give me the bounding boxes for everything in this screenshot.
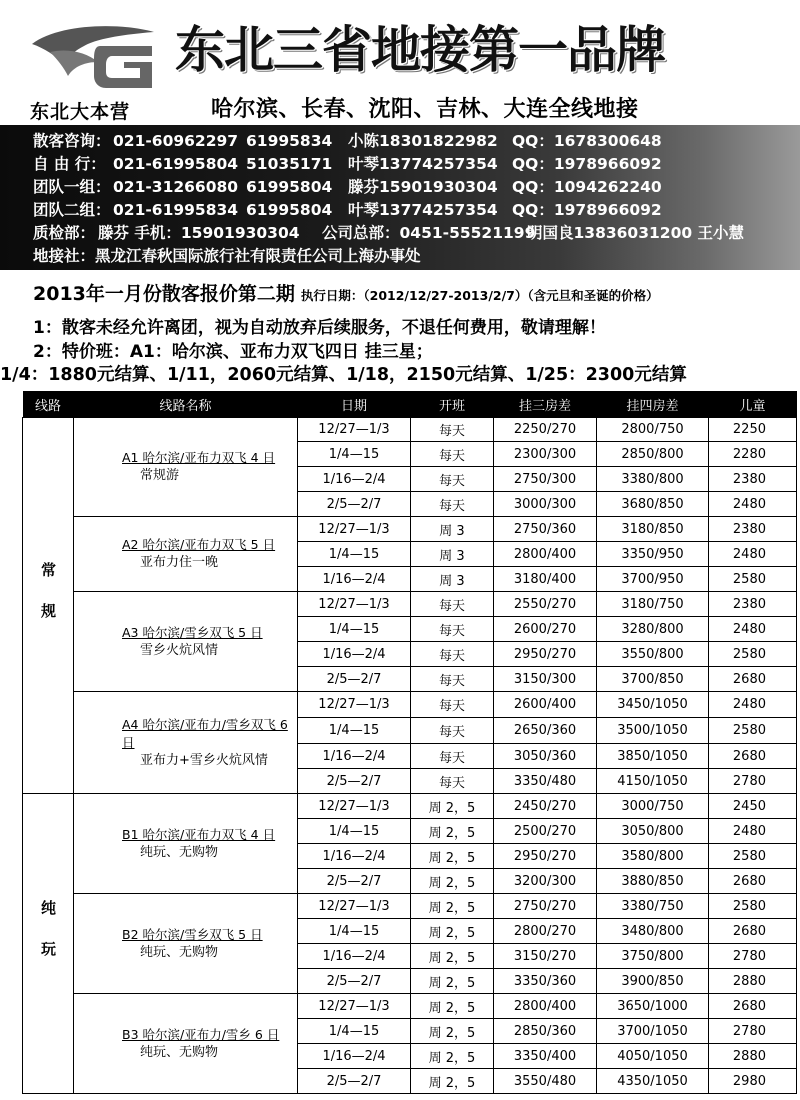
- three-star-price-cell: 2450/270: [494, 794, 597, 819]
- four-star-price-cell: 3280/800: [597, 617, 709, 642]
- four-star-price-cell: 3650/1000: [597, 994, 709, 1019]
- note-1: 1：散客未经允许离团，视为自动放弃后续服务，不退任何费用，敬请理解！: [33, 318, 606, 338]
- route-cell: [74, 994, 298, 1094]
- child-price-cell: 2580: [709, 894, 797, 919]
- column-header: 儿童: [709, 391, 797, 418]
- period-exec-date: 执行日期：（2012/12/27-2013/2/7）（含元旦和圣诞的价格）: [300, 288, 659, 303]
- route-name: B2 哈尔滨/雪乡双飞 5 日: [122, 926, 263, 942]
- three-star-price-cell: 2850/360: [494, 1019, 597, 1044]
- child-price-cell: 2580: [709, 567, 797, 592]
- date-cell: 1/4—15: [298, 718, 411, 744]
- table-row: [23, 418, 797, 442]
- three-star-price-cell: 2800/270: [494, 919, 597, 944]
- schedule-cell: 周 2，5: [411, 1044, 494, 1069]
- date-cell: 1/4—15: [298, 819, 411, 844]
- route-name: A1 哈尔滨/亚布力双飞 4 日: [122, 450, 276, 465]
- four-star-price-cell: 3450/1050: [597, 692, 709, 718]
- qc-extra: 明国良13836031200 王小慧: [527, 224, 745, 242]
- date-cell: 1/4—15: [298, 1019, 411, 1044]
- agency-name: 地接社：黑龙江春秋国际旅行社有限责任公司上海办事处: [33, 247, 421, 265]
- child-price-cell: 2480: [709, 819, 797, 844]
- period-title: 2013年一月份散客报价第二期: [33, 283, 295, 305]
- date-cell: 2/5—2/7: [298, 869, 411, 894]
- route-cell: [74, 418, 298, 517]
- schedule-cell: 每天: [411, 617, 494, 642]
- schedule-cell: 每天: [411, 467, 494, 492]
- table-header-row: [23, 391, 797, 418]
- route-description: 常规游: [140, 468, 180, 483]
- four-star-price-cell: 3380/750: [597, 894, 709, 919]
- page-subtitle: 哈尔滨、长春、沈阳、吉林、大连全线地接: [211, 97, 639, 122]
- date-cell: 1/16—2/4: [298, 744, 411, 769]
- column-header: 日期: [298, 391, 411, 418]
- child-price-cell: 2680: [709, 994, 797, 1019]
- four-star-price-cell: 3700/950: [597, 567, 709, 592]
- date-cell: 12/27—1/3: [298, 517, 411, 542]
- contact-qq: QQ：1094262240: [512, 178, 662, 196]
- three-star-price-cell: 2500/270: [494, 819, 597, 844]
- route-category-label: 纯玩: [39, 900, 57, 982]
- contact-phone: 021-31266080: [113, 178, 239, 196]
- date-cell: 12/27—1/3: [298, 894, 411, 919]
- four-star-price-cell: 3050/800: [597, 819, 709, 844]
- route-name: B3 哈尔滨/亚布力/雪乡 6 日: [122, 1026, 280, 1042]
- route-description: 雪乡火炕风情: [140, 642, 219, 658]
- contact-label: 自 由 行：: [33, 155, 106, 173]
- date-cell: 2/5—2/7: [298, 667, 411, 692]
- schedule-cell: 每天: [411, 769, 494, 794]
- date-cell: 2/5—2/7: [298, 1069, 411, 1094]
- schedule-cell: 每天: [411, 592, 494, 617]
- child-price-cell: 2880: [709, 1044, 797, 1069]
- schedule-cell: 每天: [411, 744, 494, 769]
- four-star-price-cell: 4050/1050: [597, 1044, 709, 1069]
- route-cell: [74, 894, 298, 994]
- table-row: [23, 994, 797, 1019]
- four-star-price-cell: 4350/1050: [597, 1069, 709, 1094]
- schedule-cell: 周 2，5: [411, 994, 494, 1019]
- route-name: B1 哈尔滨/亚布力双飞 4 日: [122, 826, 276, 842]
- schedule-cell: 每天: [411, 667, 494, 692]
- date-cell: 1/16—2/4: [298, 567, 411, 592]
- schedule-cell: 周 2，5: [411, 894, 494, 919]
- four-star-price-cell: 3900/850: [597, 969, 709, 994]
- column-header: 开班: [411, 391, 494, 418]
- date-cell: 2/5—2/7: [298, 769, 411, 794]
- child-price-cell: 2580: [709, 718, 797, 744]
- date-cell: 2/5—2/7: [298, 969, 411, 994]
- route-category: [23, 794, 74, 1094]
- child-price-cell: 2380: [709, 592, 797, 617]
- child-price-cell: 2680: [709, 667, 797, 692]
- schedule-cell: 每天: [411, 642, 494, 667]
- table-row: [23, 517, 797, 542]
- three-star-price-cell: 3350/360: [494, 969, 597, 994]
- table-row: [23, 794, 797, 819]
- note-3: 1/4：1880元结算、1/11，2060元结算、1/18，2150元结算、1/25：2300元结算: [0, 365, 687, 385]
- child-price-cell: 2780: [709, 944, 797, 969]
- date-cell: 12/27—1/3: [298, 418, 411, 442]
- route-name: A2 哈尔滨/亚布力双飞 5 日: [122, 537, 276, 552]
- brand-name: 东北大本营: [30, 101, 131, 123]
- table-row: [23, 692, 797, 718]
- child-price-cell: 2780: [709, 769, 797, 794]
- schedule-cell: 每天: [411, 442, 494, 467]
- four-star-price-cell: 3550/800: [597, 642, 709, 667]
- three-star-price-cell: 3050/360: [494, 744, 597, 769]
- contact-phone: 021-61995804: [113, 155, 239, 173]
- date-cell: 12/27—1/3: [298, 994, 411, 1019]
- three-star-price-cell: 3200/300: [494, 869, 597, 894]
- four-star-price-cell: 3180/850: [597, 517, 709, 542]
- three-star-price-cell: 2250/270: [494, 418, 597, 442]
- three-star-price-cell: 2550/270: [494, 592, 597, 617]
- child-price-cell: 2250: [709, 418, 797, 442]
- schedule-cell: 周 3: [411, 517, 494, 542]
- three-star-price-cell: 2950/270: [494, 844, 597, 869]
- contact-person: 叶琴13774257354: [348, 155, 498, 173]
- child-price-cell: 2480: [709, 617, 797, 642]
- child-price-cell: 2980: [709, 1069, 797, 1094]
- header: [0, 0, 800, 125]
- four-star-price-cell: 3350/950: [597, 542, 709, 567]
- three-star-price-cell: 2750/360: [494, 517, 597, 542]
- date-cell: 2/5—2/7: [298, 492, 411, 517]
- contact-phone: 61995804: [246, 201, 333, 219]
- schedule-cell: 周 2，5: [411, 869, 494, 894]
- schedule-cell: 周 2，5: [411, 794, 494, 819]
- route-description: 纯玩、无购物: [140, 944, 219, 960]
- child-price-cell: 2880: [709, 969, 797, 994]
- table-row: [23, 894, 797, 919]
- four-star-price-cell: 3750/800: [597, 944, 709, 969]
- route-name: A4 哈尔滨/亚布力/雪乡双飞 6 日: [122, 716, 288, 750]
- contact-qq: QQ：1678300648: [512, 132, 662, 150]
- route-cell: [74, 592, 298, 692]
- column-header: 线路: [23, 391, 74, 418]
- contact-phone: 61995804: [246, 178, 333, 196]
- hq-phone: 公司总部：0451-55521199: [322, 224, 536, 242]
- column-header: 挂四房差: [597, 391, 709, 418]
- contact-person: 滕芬15901930304: [348, 178, 498, 196]
- date-cell: 1/16—2/4: [298, 1044, 411, 1069]
- three-star-price-cell: 3180/400: [494, 567, 597, 592]
- contact-phone: 021-60962297: [113, 132, 239, 150]
- schedule-cell: 每天: [411, 492, 494, 517]
- route-description: 亚布力住一晚: [140, 555, 219, 570]
- page-title: 东北三省地接第一品牌: [175, 21, 665, 79]
- schedule-cell: 周 2，5: [411, 919, 494, 944]
- child-price-cell: 2680: [709, 744, 797, 769]
- four-star-price-cell: 3580/800: [597, 844, 709, 869]
- four-star-price-cell: 3850/1050: [597, 744, 709, 769]
- four-star-price-cell: 3680/850: [597, 492, 709, 517]
- date-cell: 1/4—15: [298, 919, 411, 944]
- date-cell: 12/27—1/3: [298, 592, 411, 617]
- table-body: [23, 418, 797, 1094]
- date-cell: 1/16—2/4: [298, 944, 411, 969]
- three-star-price-cell: 3150/300: [494, 667, 597, 692]
- contact-person: 叶琴13774257354: [348, 201, 498, 219]
- route-cell: [74, 517, 298, 592]
- qc-person: 滕芬 手机：15901930304: [98, 224, 300, 242]
- four-star-price-cell: 3700/1050: [597, 1019, 709, 1044]
- schedule-cell: 周 2，5: [411, 969, 494, 994]
- price-table: [22, 391, 797, 1094]
- column-header: 线路名称: [74, 391, 298, 418]
- three-star-price-cell: 3150/270: [494, 944, 597, 969]
- four-star-price-cell: 3000/750: [597, 794, 709, 819]
- four-star-price-cell: 3480/800: [597, 919, 709, 944]
- child-price-cell: 2380: [709, 517, 797, 542]
- four-star-price-cell: 2850/800: [597, 442, 709, 467]
- three-star-price-cell: 3350/400: [494, 1044, 597, 1069]
- route-name: A3 哈尔滨/雪乡双飞 5 日: [122, 624, 263, 640]
- four-star-price-cell: 3180/750: [597, 592, 709, 617]
- date-cell: 1/4—15: [298, 617, 411, 642]
- three-star-price-cell: 2800/400: [494, 994, 597, 1019]
- contact-phone: 51035171: [246, 155, 333, 173]
- child-price-cell: 2380: [709, 467, 797, 492]
- schedule-cell: 每天: [411, 692, 494, 718]
- child-price-cell: 2450: [709, 794, 797, 819]
- schedule-cell: 周 2，5: [411, 819, 494, 844]
- child-price-cell: 2480: [709, 692, 797, 718]
- route-cell: [74, 794, 298, 894]
- three-star-price-cell: 2750/270: [494, 894, 597, 919]
- child-price-cell: 2480: [709, 492, 797, 517]
- date-cell: 1/16—2/4: [298, 467, 411, 492]
- three-star-price-cell: 2800/400: [494, 542, 597, 567]
- date-cell: 1/4—15: [298, 542, 411, 567]
- schedule-cell: 周 2，5: [411, 1019, 494, 1044]
- company-logo-icon: [28, 22, 160, 92]
- child-price-cell: 2780: [709, 1019, 797, 1044]
- route-description: 纯玩、无购物: [140, 844, 219, 860]
- table-row: [23, 592, 797, 617]
- contact-label: 散客咨询：: [33, 132, 111, 150]
- child-price-cell: 2680: [709, 869, 797, 894]
- contact-qq: QQ：1978966092: [512, 201, 662, 219]
- four-star-price-cell: 4150/1050: [597, 769, 709, 794]
- column-header: 挂三房差: [494, 391, 597, 418]
- qc-label: 质检部：: [33, 224, 96, 242]
- contact-qq: QQ：1978966092: [512, 155, 662, 173]
- route-category-label: 常规: [39, 562, 57, 644]
- date-cell: 1/4—15: [298, 442, 411, 467]
- contact-label: 团队二组：: [33, 201, 111, 219]
- date-cell: 12/27—1/3: [298, 794, 411, 819]
- three-star-price-cell: 3550/480: [494, 1069, 597, 1094]
- three-star-price-cell: 3000/300: [494, 492, 597, 517]
- schedule-cell: 周 3: [411, 542, 494, 567]
- contact-panel: [0, 125, 800, 270]
- schedule-cell: 每天: [411, 418, 494, 442]
- three-star-price-cell: 2600/270: [494, 617, 597, 642]
- four-star-price-cell: 3880/850: [597, 869, 709, 894]
- three-star-price-cell: 2650/360: [494, 718, 597, 744]
- schedule-cell: 周 2，5: [411, 1069, 494, 1094]
- contact-phone: 61995834: [246, 132, 333, 150]
- route-description: 亚布力+雪乡火炕风情: [140, 752, 268, 768]
- schedule-cell: 周 2，5: [411, 844, 494, 869]
- three-star-price-cell: 2600/400: [494, 692, 597, 718]
- note-2: 2：特价班：A1：哈尔滨、亚布力双飞四日 挂三星；: [33, 342, 433, 362]
- four-star-price-cell: 3500/1050: [597, 718, 709, 744]
- four-star-price-cell: 2800/750: [597, 418, 709, 442]
- child-price-cell: 2280: [709, 442, 797, 467]
- route-cell: [74, 692, 298, 794]
- four-star-price-cell: 3380/800: [597, 467, 709, 492]
- four-star-price-cell: 3700/850: [597, 667, 709, 692]
- route-description: 纯玩、无购物: [140, 1044, 219, 1060]
- contact-label: 团队一组：: [33, 178, 111, 196]
- route-category: [23, 418, 74, 794]
- three-star-price-cell: 3350/480: [494, 769, 597, 794]
- child-price-cell: 2580: [709, 642, 797, 667]
- three-star-price-cell: 2300/300: [494, 442, 597, 467]
- date-cell: 1/16—2/4: [298, 844, 411, 869]
- three-star-price-cell: 2750/300: [494, 467, 597, 492]
- contact-phone: 021-61995834: [113, 201, 239, 219]
- three-star-price-cell: 2950/270: [494, 642, 597, 667]
- schedule-cell: 周 2，5: [411, 944, 494, 969]
- period-heading: [33, 279, 659, 306]
- schedule-cell: 周 3: [411, 567, 494, 592]
- date-cell: 12/27—1/3: [298, 692, 411, 718]
- child-price-cell: 2580: [709, 844, 797, 869]
- date-cell: 1/16—2/4: [298, 642, 411, 667]
- child-price-cell: 2680: [709, 919, 797, 944]
- contact-person: 小陈18301822982: [348, 132, 498, 150]
- child-price-cell: 2480: [709, 542, 797, 567]
- schedule-cell: 每天: [411, 718, 494, 744]
